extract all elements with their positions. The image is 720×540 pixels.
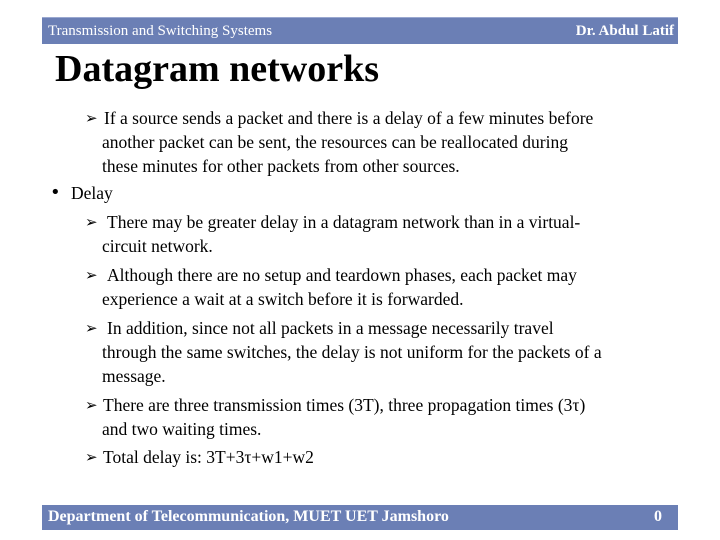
arrow-bullet-icon: ➢ [85,396,98,414]
arrow-bullet-icon: ➢ [85,319,98,337]
course-title: Transmission and Switching Systems [48,23,273,39]
arrow-bullet-icon: ➢ [85,213,98,231]
point-line: Although there are no setup and teardown phases, each packet may [107,265,577,285]
intro-line: If a source sends a packet and there is a delay of a few minutes before [104,108,594,128]
page-number: 0 [654,508,662,525]
footer-bar [42,505,678,530]
point-line: Total delay is: 3T+3τ+w1+w2 [103,447,314,467]
arrow-bullet-icon: ➢ [85,266,98,284]
arrow-bullet-icon: ➢ [85,109,98,127]
point-line: and two waiting times. [102,419,262,439]
point-line: circuit network. [102,236,213,256]
section-heading: Delay [71,183,113,203]
department-name: Department of Telecommunication, MUET UET Jamshoro [48,508,449,525]
point-line: There may be greater delay in a datagram network than in a virtual- [107,212,581,232]
point-line: There are three transmission times (3T), three propagation times (3τ) [103,395,586,415]
header-bar [42,17,678,44]
point-line: In addition, since not all packets in a message necessarily travel [107,318,554,338]
point-line: experience a wait at a switch before it is forwarded. [102,289,464,309]
intro-line: these minutes for other packets from other sources. [102,156,460,176]
author-name: Dr. Abdul Latif [575,23,674,39]
point-line: message. [102,366,166,386]
dot-bullet-icon: • [50,182,61,203]
intro-line: another packet can be sent, the resources can be reallocated during [102,132,568,152]
point-line: through the same switches, the delay is not uniform for the packets of a [102,342,602,362]
slide-title: Datagram networks [55,48,380,90]
arrow-bullet-icon: ➢ [85,448,98,466]
